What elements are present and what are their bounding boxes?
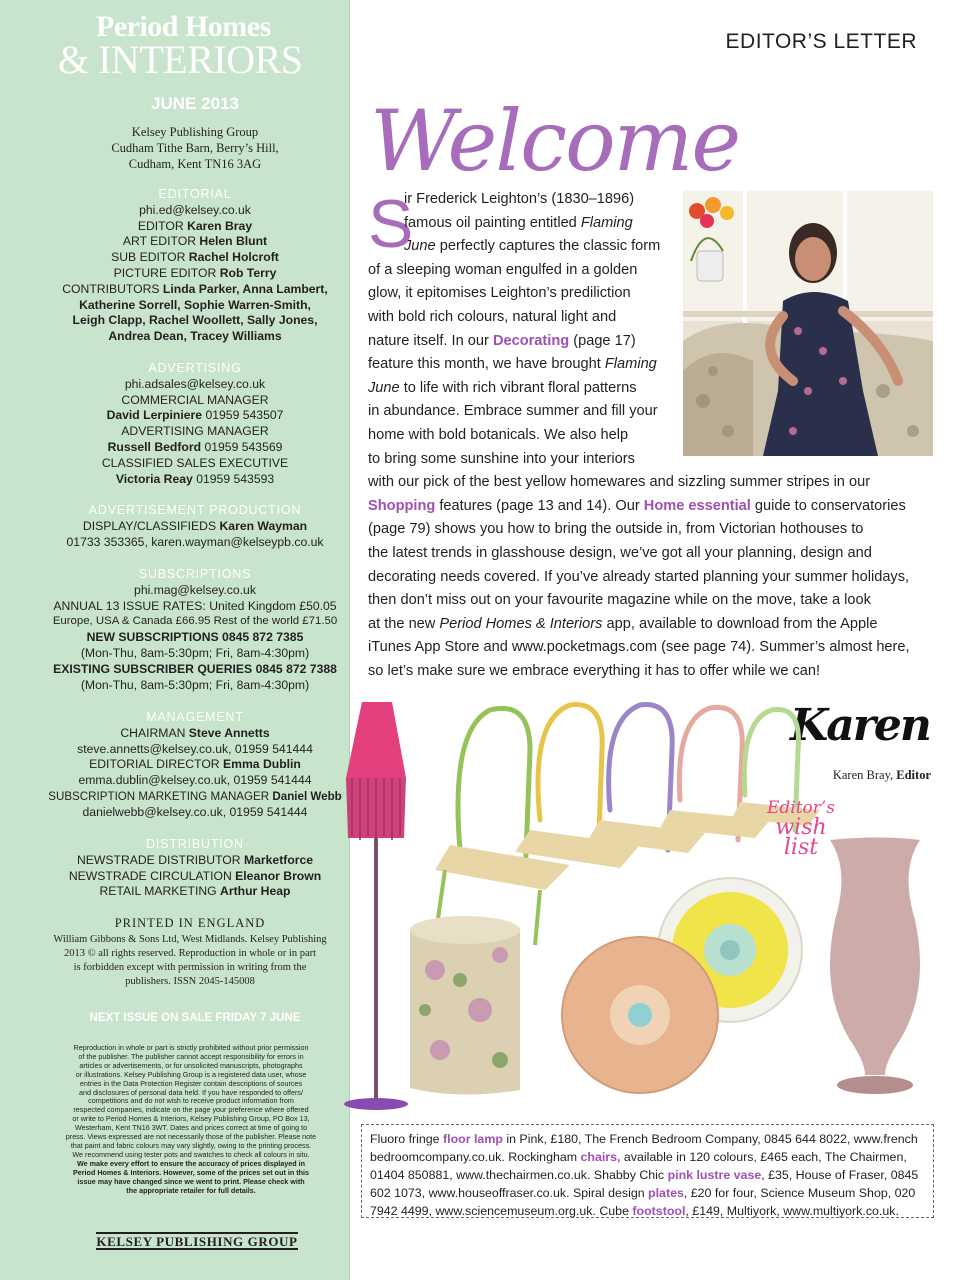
credit-label: CHAIRMAN (120, 725, 186, 740)
commercial-manager (0, 408, 390, 424)
kelsey-publishing-logo: KELSEY PUBLISHING GROUP (96, 1234, 298, 1249)
legal-line: of the publisher. The publisher cannot accept responsibility for errors in (78, 1051, 304, 1061)
credit-label: NEWSTRADE CIRCULATION (68, 868, 232, 883)
body-text: nature itself. In our (368, 332, 493, 349)
logo-line-2: & INTERIORS (58, 37, 303, 82)
advertising-section (0, 361, 390, 487)
advertising-manager (0, 440, 390, 456)
editorial-email[interactable]: phi.ed@kelsey.co.uk (139, 202, 251, 217)
legal-line: or illustrations. Kelsey Publishing Group is a registered data user, whose (75, 1069, 307, 1079)
legal-line: or write to Period Homes & Interiors, Kelsey Publishing Group, PO Box 13, (72, 1114, 310, 1124)
legal-bold-line: issue may have changed since we went to print. Please check with (77, 1176, 305, 1186)
printed-heading: PRINTED IN ENGLAND (114, 916, 266, 930)
body-line: in abundance. Embrace summer and fill your (368, 403, 658, 420)
section-reference: Decorating (492, 332, 570, 349)
caption-line (370, 1202, 925, 1220)
legal-line: entries in the Data Protection Register contain descriptions of sources (79, 1078, 303, 1088)
phone: 01959 543569 (204, 439, 283, 454)
section-reference: Shopping (368, 497, 436, 514)
printed-line: William Gibbons & Sons Ltd, West Midlands. Kelsey Publishing (53, 934, 327, 945)
editorial-section (0, 187, 390, 345)
phone: 01959 543507 (205, 408, 284, 423)
printed-body (30, 933, 350, 989)
body-text: famous oil painting entitled (404, 214, 581, 231)
credit-label: CLASSIFIED SALES EXECUTIVE (101, 455, 289, 470)
credit-name: Helen Blunt (199, 234, 268, 249)
caption-text: available in 120 colours, £465 each, The Chairmen, (620, 1150, 907, 1164)
product-name: chairs, (580, 1150, 621, 1164)
body-text: guide to conservatories (750, 497, 906, 514)
caption-line (370, 1148, 925, 1166)
body-text: Period Homes & Interiors (439, 615, 603, 632)
body-text: Flaming (580, 214, 633, 231)
body-line: with our pick of the best yellow homewares and sizzling summer stripes in our (368, 474, 871, 491)
editors-wish-list-badge (756, 798, 846, 859)
section-heading: SUBSCRIPTIONS (138, 567, 252, 581)
opening-hours: (Mon-Thu, 8am-5:30pm; Fri, 8am-4:30pm) (80, 645, 310, 660)
art-editor-credit (0, 234, 390, 250)
legal-line: and disclosures of personal data held. If you have responded to offers/ (78, 1087, 304, 1097)
credit-name: Rachel Holcroft (188, 250, 279, 265)
classified-sales-executive (0, 472, 390, 488)
picture-editor-credit (0, 266, 390, 282)
body-line: the latest trends in glasshouse design, we’ve got all your planning, design and (368, 544, 872, 561)
contributors-line: Leigh Clapp, Rachel Woollett, Sally Jones, (72, 313, 318, 328)
body-line: glow, it epitomises Leighton’s prediliction (368, 285, 631, 302)
section-heading: EDITORIAL (158, 187, 232, 201)
credit-name: Daniel Webb (272, 789, 342, 803)
credit-name: Linda Parker, Anna Lambert, (162, 281, 328, 296)
section-heading: ADVERTISING (148, 361, 242, 375)
director-contact: emma.dublin@kelsey.co.uk, 01959 541444 (78, 773, 312, 788)
section-title: EDITOR’S LETTER (725, 30, 917, 53)
credit-label: RETAIL MARKETING (99, 884, 217, 899)
sub-editor-credit (0, 250, 390, 266)
body-text: app, available to download from the Apple (602, 615, 878, 632)
chairman-contact: steve.annetts@kelsey.co.uk, 01959 541444 (77, 741, 313, 756)
body-line: home with bold botanicals. We also help (368, 426, 629, 443)
caption-text: , £20 for four, Science Museum Shop, 020 (683, 1186, 916, 1200)
caption-text: bedroomcompany.co.uk. Rockingham (370, 1150, 581, 1164)
legal-line: respected companies, indicate on the page your preference where offered (73, 1105, 309, 1115)
credit-label: ADVERTISING MANAGER (121, 424, 269, 439)
credit-label: PICTURE EDITOR (113, 265, 217, 280)
legal-line: competitions and do not wish to receive product information from (88, 1096, 294, 1106)
section-heading: DISTRIBUTION (146, 837, 244, 851)
body-line: decorating needs covered. If you’ve already started planning your summer holidays, (368, 568, 910, 585)
editor-signature: Karen (790, 700, 930, 751)
caption-line (370, 1130, 925, 1148)
body-text: June (368, 379, 400, 396)
existing-subscriber-phone: EXISTING SUBSCRIBER QUERIES 0845 872 7388 (53, 661, 337, 676)
body-line (368, 188, 934, 212)
body-text: Flaming (604, 356, 657, 373)
director-credit (0, 757, 390, 773)
legal-line: Reproduction in whole or part is strictly prohibited without prior permission (73, 1043, 309, 1052)
legal-bold-line: Period Homes & Interiors. However, some of the prices set out in this (72, 1167, 310, 1177)
legal-line: We recommend using tester pots and swatches to check all colours in situ. (72, 1149, 310, 1159)
advertising-email[interactable]: phi.adsales@kelsey.co.uk (124, 376, 266, 391)
credit-name: Karen Wayman (219, 518, 308, 533)
contributors-line: Katherine Sorrell, Sophie Warren-Smith, (79, 297, 311, 312)
legal-line: Westerham, Kent TN16 3WT. Dates and prices correct at time of going to (74, 1123, 308, 1133)
newstrade-distributor (0, 853, 390, 869)
editor-letter-body (368, 188, 934, 683)
body-line: with bold rich colours, natural light and (368, 308, 617, 325)
legal-bold-line: the appropriate retailer for full details. (126, 1185, 256, 1195)
retail-marketing (0, 884, 390, 900)
section-reference: Home essential (643, 497, 751, 514)
body-text: feature this month, we have brought (368, 356, 605, 373)
legal-line: that paint and fabric colours may vary slightly, owing to the printing process. (70, 1140, 312, 1150)
production-contact: 01733 353365, karen.wayman@kelseypb.co.uk (66, 534, 324, 549)
caption-text: in Pink, £180, The French Bedroom Company, 0845 644 8022, www.french (502, 1132, 918, 1146)
printed-line: 2013 © all rights reserved. Reproduction in whole or in part (63, 948, 317, 959)
body-line: (page 79) shows you how to bring the outside in, from Victorian hothouses to (368, 521, 864, 538)
caption-text: 7942 4499, www.sciencemuseum.org.uk. Cube (370, 1204, 633, 1218)
wish-list-products-image (340, 690, 940, 1120)
body-line: then don’t miss out on your favourite magazine while on the move, take a look (368, 592, 871, 609)
credit-name: Victoria Reay (115, 471, 193, 486)
product-name: pink lustre vase (667, 1168, 762, 1182)
subscription-rates: Europe, USA & Canada £66.95 Rest of the world £71.50 (52, 615, 338, 628)
section-heading: ADVERTISEMENT PRODUCTION (88, 503, 302, 517)
body-text: at the new (368, 615, 440, 632)
phone: 01959 543593 (196, 471, 275, 486)
contributors-line: Andrea Dean, Tracey Williams (108, 329, 282, 344)
body-line (368, 377, 934, 401)
welcome-heading: Welcome (370, 92, 740, 190)
plates-icon (562, 878, 802, 1093)
body-line: of a sleeping woman engulfed in a golden (368, 261, 638, 278)
body-line (368, 495, 934, 519)
body-line (368, 235, 934, 259)
footstool-icon (410, 916, 520, 1095)
issue-date: JUNE 2013 (151, 94, 239, 113)
credit-name: Arthur Heap (220, 884, 291, 899)
body-line (368, 353, 934, 377)
credit-label: EDITORIAL DIRECTOR (89, 757, 220, 772)
body-text: to life with rich vibrant floral patterns (399, 379, 637, 396)
publisher-line: Kelsey Publishing Group (131, 125, 259, 139)
product-caption (361, 1124, 934, 1218)
masthead-sidebar (0, 0, 350, 1280)
body-line: to bring some sunshine into your interiors (368, 450, 635, 467)
credit-label: NEWSTRADE DISTRIBUTOR (76, 852, 241, 867)
credit-label: ART EDITOR (122, 234, 197, 249)
drop-cap: S (368, 186, 414, 262)
legal-line: press. Views expressed are not necessarily those of the publisher. Please note (65, 1132, 317, 1142)
credit-label: SUB EDITOR (111, 250, 186, 265)
caption-line (370, 1166, 925, 1184)
body-line: so let’s make sure we embrace everything it has to offer while we can! (368, 662, 821, 679)
publisher-line: Cudham Tithe Barn, Berry’s Hill, (111, 141, 279, 155)
body-line (368, 212, 934, 236)
editor-name: Karen Bray, (832, 768, 894, 782)
product-name: plates (648, 1186, 684, 1200)
publisher-address (0, 124, 390, 172)
body-text: perfectly captures the classic form (435, 238, 661, 255)
credit-label: DISPLAY/CLASSIFIEDS (82, 518, 217, 533)
body-text: (page 17) (569, 332, 636, 349)
body-line: iTunes App Store and www.pocketmags.com (see page 74). Summer’s almost here, (368, 639, 910, 656)
legal-line: articles or advertisements, or for unsolicited manuscripts, photographs (79, 1060, 303, 1070)
chairman-credit (0, 726, 390, 742)
contributors-credit (0, 282, 390, 298)
credit-name: Eleanor Brown (235, 868, 322, 883)
opening-hours: (Mon-Thu, 8am-5:30pm; Fri, 8am-4:30pm) (80, 677, 310, 692)
editor-credit (0, 219, 390, 235)
credit-name: Steve Annetts (188, 725, 270, 740)
printed-line: publishers. ISSN 2045-145008 (125, 976, 255, 987)
subscriptions-email[interactable]: phi.mag@kelsey.co.uk (134, 582, 256, 597)
credit-label: COMMERCIAL MANAGER (121, 392, 269, 407)
pink-lustre-vase-icon (830, 838, 920, 1095)
credit-name: Russell Bedford (107, 439, 202, 454)
credit-name: David Lerpiniere (106, 408, 203, 423)
next-issue-notice: NEXT ISSUE ON SALE FRIDAY 7 JUNE (89, 1012, 301, 1024)
wish-list-line: wish (775, 815, 827, 840)
body-line (368, 330, 934, 354)
credit-name: Marketforce (243, 852, 314, 867)
floor-lamp-icon (344, 702, 408, 1110)
body-line (368, 613, 934, 637)
legal-disclaimer (36, 1044, 346, 1195)
subscription-manager-contact: danielwebb@kelsey.co.uk, 01959 541444 (82, 804, 308, 819)
printed-line: is forbidden except with permission in writing from the (73, 962, 307, 973)
subscriptions-section (0, 567, 390, 693)
distribution-section (0, 837, 390, 900)
production-credit (0, 519, 390, 535)
legal-bold-line: We make every effort to ensure the accuracy of prices displayed in (77, 1158, 305, 1168)
subscription-rates: ANNUAL 13 ISSUE RATES: United Kingdom £50.05 (53, 598, 337, 613)
credit-label: EDITOR (137, 218, 184, 233)
body-text: ir Frederick Leighton’s (1830–1896) (404, 191, 635, 207)
printed-in-england (30, 916, 350, 989)
editor-role: Editor (896, 768, 931, 782)
subscription-manager-credit (0, 789, 390, 805)
credit-label: CONTRIBUTORS (62, 281, 160, 296)
body-text: features (page 13 and 14). Our (435, 497, 644, 514)
caption-line (370, 1184, 925, 1202)
wish-list-line: list (783, 835, 819, 860)
credit-label: SUBSCRIPTION MARKETING MANAGER (48, 789, 270, 803)
product-name: footstool (632, 1204, 686, 1218)
credit-name: Emma Dublin (223, 757, 301, 772)
new-subscriptions-phone: NEW SUBSCRIPTIONS 0845 872 7385 (86, 630, 304, 645)
body-text: June (404, 238, 436, 255)
logo-line-1: Period Homes (96, 10, 271, 43)
product-name: floor lamp (443, 1132, 503, 1146)
section-heading: MANAGEMENT (146, 710, 244, 724)
wish-list-line: Editor’s (766, 798, 836, 818)
credit-name: Rob Terry (219, 265, 277, 280)
caption-text: 602 1073, www.houseoffraser.co.uk. Spiral design (370, 1186, 649, 1200)
credit-name: Karen Bray (187, 218, 253, 233)
publisher-line: Cudham, Kent TN16 3AG (128, 157, 262, 171)
newstrade-circulation (0, 869, 390, 885)
production-section (0, 503, 390, 550)
caption-text: Fluoro fringe (370, 1132, 444, 1146)
caption-text: , £149, Multiyork, www.multiyork.co.uk. (685, 1204, 899, 1218)
caption-text: , £35, House of Fraser, 0845 (761, 1168, 919, 1182)
caption-text: 01404 850881, www.thechairmen.co.uk. Shabby Chic (370, 1168, 668, 1182)
magazine-logo (40, 10, 340, 82)
management-section (0, 710, 390, 821)
